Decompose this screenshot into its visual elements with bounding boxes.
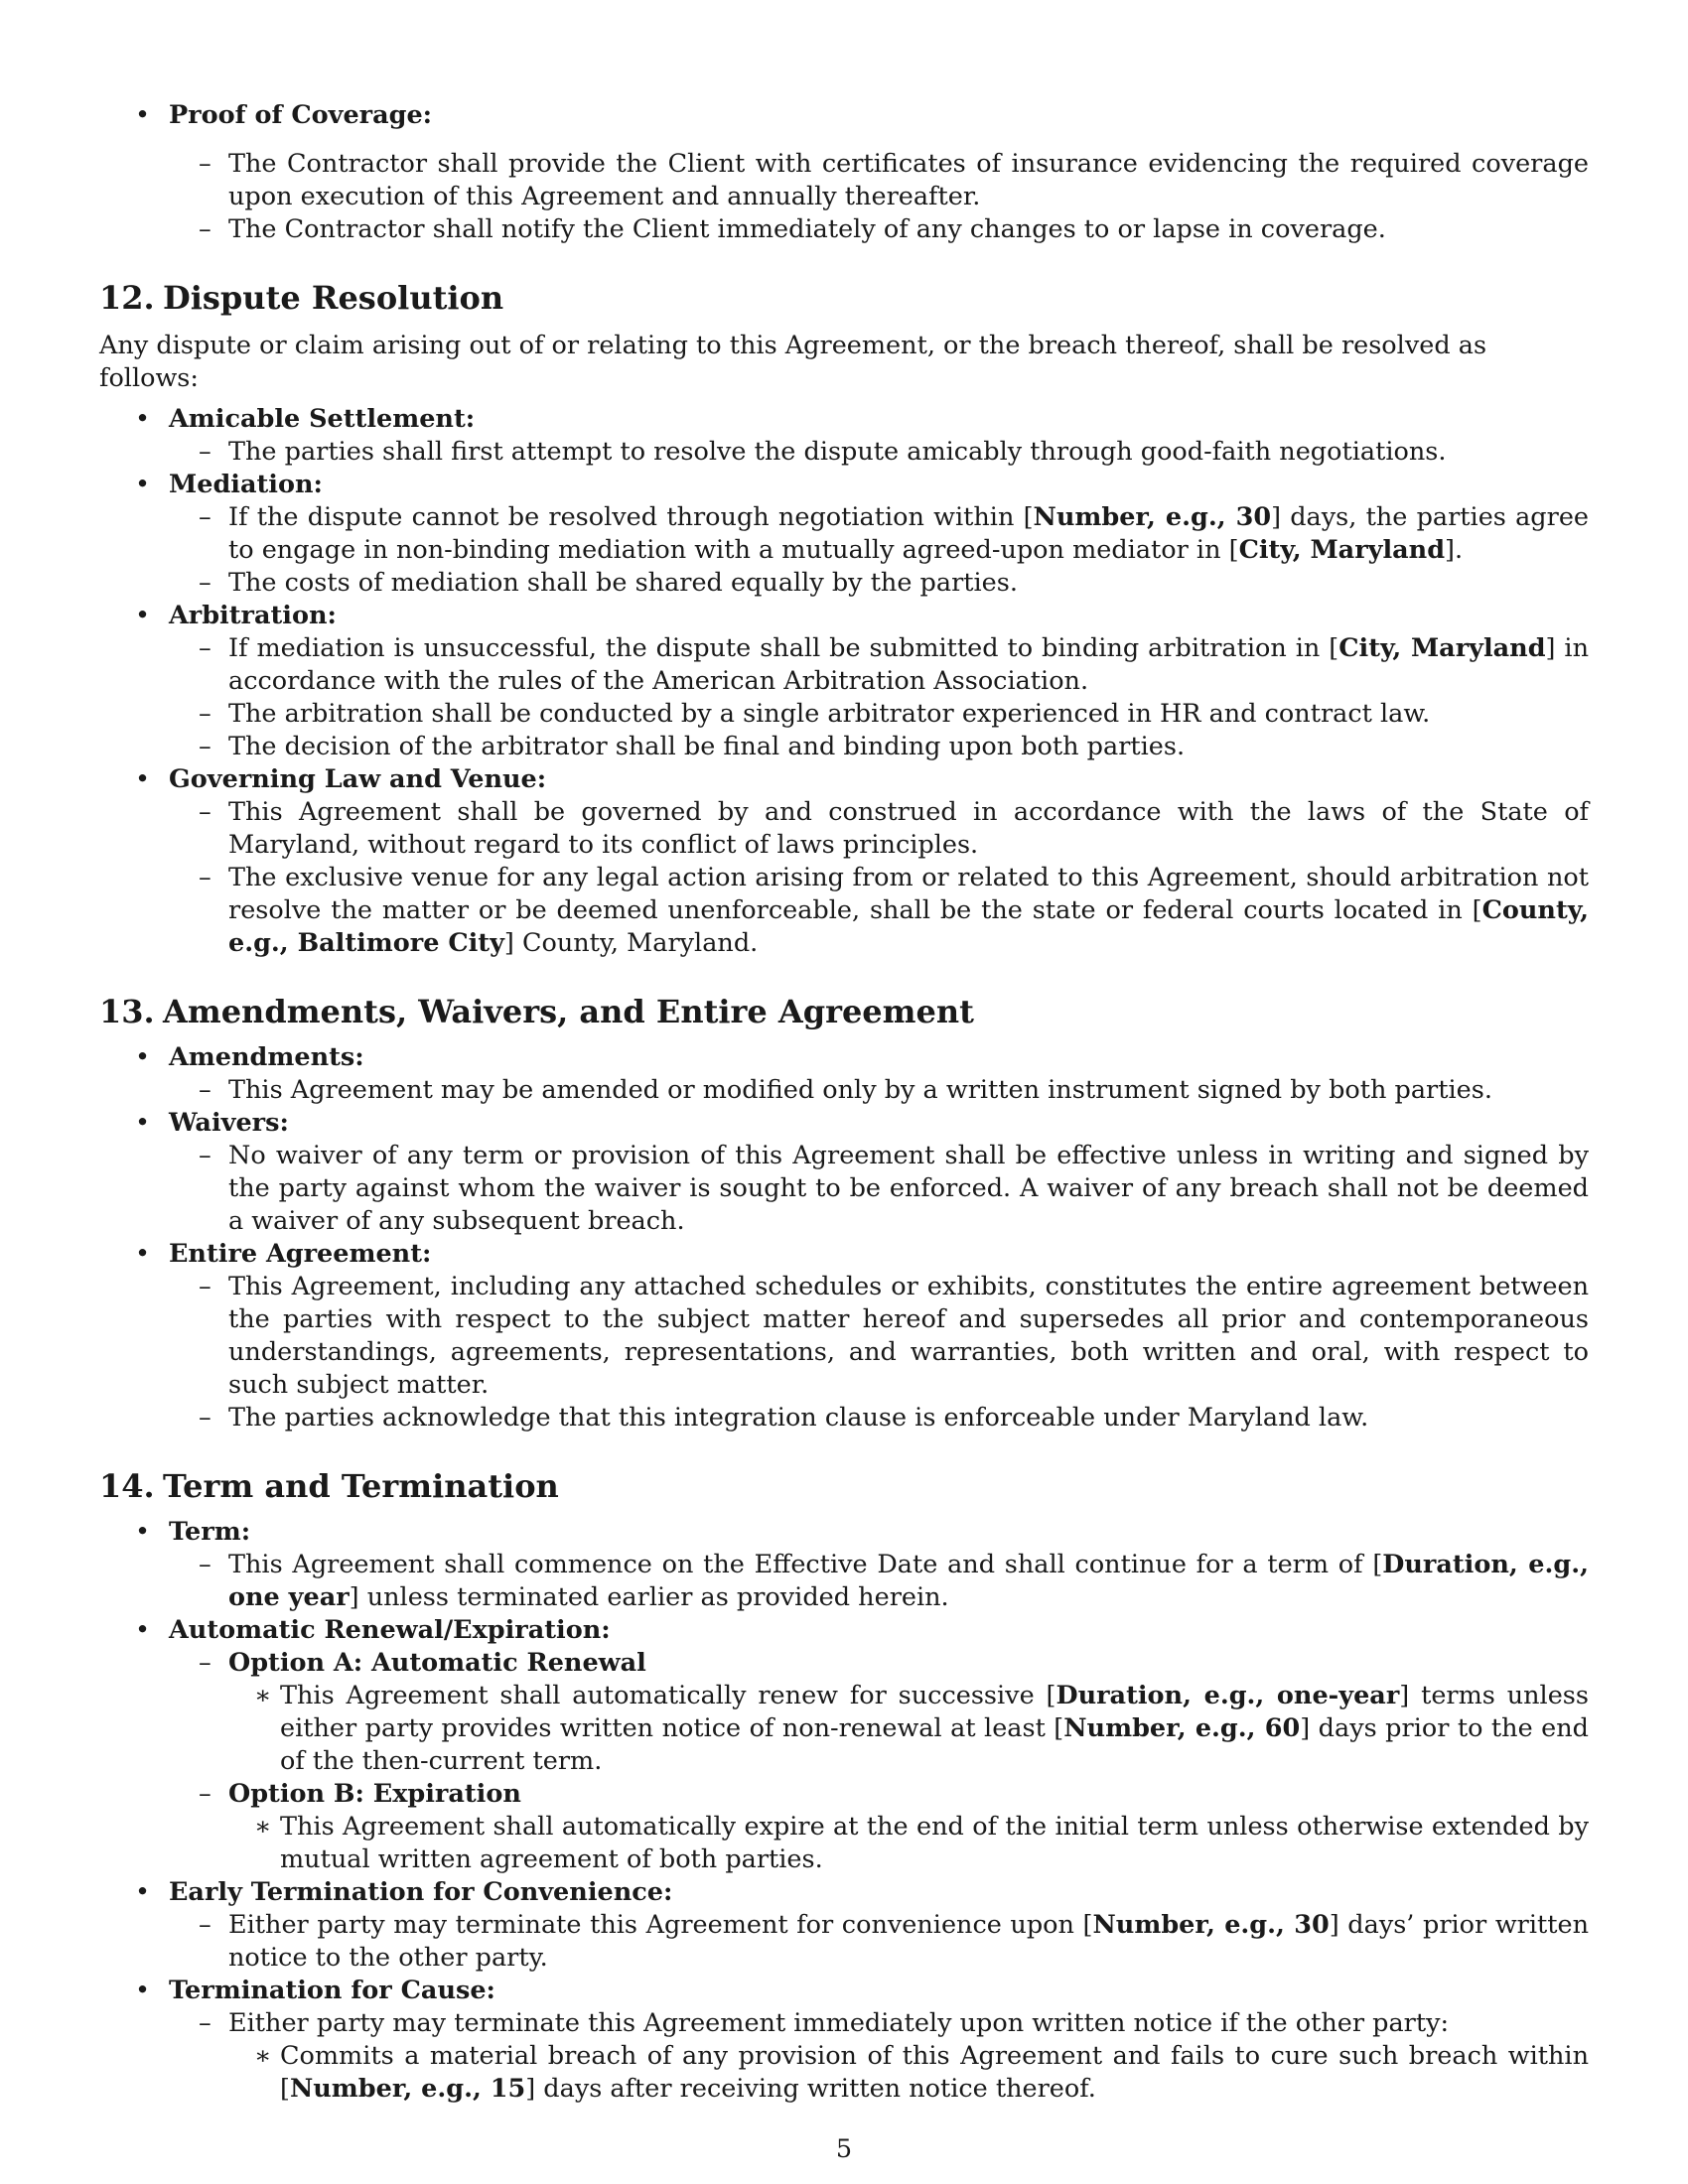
section-heading-14 [99,1466,1589,1506]
sub-list [169,1549,1589,1614]
item-heading: Term: [169,1517,251,1547]
item-heading: Arbitration: [169,601,337,630]
text: Either party may terminate this Agreement immediately upon written notice if the other party: [228,2008,1450,2038]
list-item [169,501,1589,567]
list-item [99,1107,1589,1238]
list-item: – This Agreement shall be governed by and construed in accordance with the laws of the State of Maryland, without regard to its conflict of laws principles. [169,796,1589,862]
text: The exclusive venue for any legal action arising from or related to this Agreement, should arbitration not resolve the matter or be deemed unenforceable, shall be the state or federal courts located in [ [228,863,1589,925]
sub-list [169,1909,1589,1975]
item-heading: Waivers: [169,1108,289,1138]
section-heading-13 [99,992,1589,1031]
list-item: – This Agreement, including any attached schedules or exhibits, constitutes the entire agreement between the parties with respect to the subject matter hereof and supersedes all prior and contemporaneous understandings, agreements, representations, and warranties, both written and oral, with respect to such subject matter. [169,1271,1589,1402]
list-item [169,1549,1589,1614]
list-item [169,862,1589,960]
placeholder-field: Number, e.g., 30 [1092,1910,1330,1940]
list-item: – The parties shall first attempt to resolve the dispute amicably through good-faith negotiations. [169,436,1589,469]
item-heading: Amicable Settlement: [169,404,476,434]
sub-list [169,1647,1589,1876]
placeholder-field: Duration, e.g., one year [228,1550,1589,1612]
list-item [169,1647,1589,1778]
text: ] days, the parties agree to engage in non-binding mediation with a mutually agreed-upon mediator in [ [228,502,1589,565]
list-item [99,600,1589,763]
list-item: – The costs of mediation shall be shared equally by the parties. [169,567,1589,600]
list-item: – No waiver of any term or provision of this Agreement shall be effective unless in writing and signed by the party against whom the waiver is sought to be enforced. A waiver of any breach shall not be deemed a waiver of any subsequent breach. [169,1140,1589,1238]
sub-sub-list [228,1811,1589,1876]
sub-list [169,1271,1589,1434]
text: ]. [1445,535,1464,565]
placeholder-field: City, Maryland [1338,633,1546,663]
item-heading: Early Termination for Convenience: [169,1877,673,1907]
list-item [228,2040,1589,2106]
item-heading: Proof of Coverage: [169,100,433,130]
sub-list [169,1074,1589,1107]
list-item [169,1909,1589,1975]
list-item [169,2007,1589,2106]
section-heading-12 [99,278,1589,318]
sub-list [169,796,1589,960]
text: This Agreement shall automatically renew for successive [ [280,1681,1056,1710]
section-title: Dispute Resolution [163,279,504,317]
placeholder-field: Number, e.g., 15 [289,2074,526,2104]
list-item: – The Contractor shall notify the Client immediately of any changes to or lapse in coverage. [169,213,1589,246]
text: ] terms unless either party provides written notice of non-renewal at least [ [280,1681,1589,1743]
amendments-list [99,1041,1589,1434]
text: ] days after receiving written notice thereof. [525,2074,1096,2104]
list-item [99,1041,1589,1107]
list-item [99,99,1589,246]
sub-list [169,632,1589,763]
section-intro: Any dispute or claim arising out of or relating to this Agreement, or the breach thereof, shall be resolved as follows: [99,331,1487,393]
item-heading: Mediation: [169,470,323,499]
item-heading: Amendments: [169,1042,364,1072]
list-item: – The decision of the arbitrator shall be final and binding upon both parties. [169,731,1589,763]
page-number: 5 [835,2134,853,2164]
item-heading: Termination for Cause: [169,1976,495,2005]
text: ] days’ prior written notice to the other party. [228,1910,1589,1973]
sub-list [169,1140,1589,1238]
text: ] in accordance with the rules of the American Arbitration Association. [228,633,1589,696]
section-number: 14. [99,1467,155,1505]
list-item: ∗ This Agreement shall automatically expire at the end of the initial term unless otherwise extended by mutual written agreement of both parties. [228,1811,1589,1876]
section-title: Amendments, Waivers, and Entire Agreement [163,993,974,1030]
list-item: – The arbitration shall be conducted by a single arbitrator experienced in HR and contract law. [169,698,1589,731]
list-item: – The Contractor shall provide the Client with certificates of insurance evidencing the required coverage upon execution of this Agreement and annually thereafter. [169,148,1589,213]
list-item [228,1680,1589,1778]
list-item [99,403,1589,469]
text: If mediation is unsuccessful, the dispute shall be submitted to binding arbitration in [ [228,633,1339,663]
text: Either party may terminate this Agreement for convenience upon [ [228,1910,1093,1940]
list-item: – This Agreement may be amended or modified only by a written instrument signed by both parties. [169,1074,1589,1107]
list-item [99,1876,1589,1975]
sub-sub-list [228,1680,1589,1778]
section-number: 12. [99,279,155,317]
text: ] County, Maryland. [503,928,759,958]
text: This Agreement shall commence on the Effective Date and shall continue for a term of [ [228,1550,1383,1579]
text: Commits a material breach of any provision of this Agreement and fails to cure such breach within [ [280,2041,1589,2104]
placeholder-field: Number, e.g., 30 [1033,502,1272,532]
list-item: – The parties acknowledge that this integration clause is enforceable under Maryland law. [169,1402,1589,1434]
item-heading: Entire Agreement: [169,1239,432,1269]
dispute-list [99,403,1589,960]
option-heading: Option B: Expiration [228,1779,521,1809]
text: ] unless terminated earlier as provided herein. [349,1582,949,1612]
placeholder-field: County, e.g., Baltimore City [228,895,1589,958]
list-item [169,632,1589,698]
term-list [99,1516,1589,2106]
placeholder-field: Number, e.g., 60 [1063,1713,1301,1743]
section-number: 13. [99,993,155,1030]
sub-list [169,501,1589,600]
list-item [99,1238,1589,1434]
item-heading: Governing Law and Venue: [169,764,547,794]
list-item [99,1516,1589,1614]
section-title: Term and Termination [163,1467,559,1505]
option-heading: Option A: Automatic Renewal [228,1648,646,1678]
placeholder-field: Duration, e.g., one-year [1055,1681,1400,1710]
sub-sub-list [228,2040,1589,2106]
sub-list [169,436,1589,469]
list-item [99,1614,1589,1876]
list-item [99,1975,1589,2106]
list-item [169,1778,1589,1876]
list-item [99,763,1589,960]
sub-list [169,2007,1589,2106]
text: ] days prior to the end of the then-current term. [280,1713,1590,1776]
sub-list [169,148,1589,246]
proof-of-coverage-list [99,99,1589,246]
text: If the dispute cannot be resolved through negotiation within [ [228,502,1034,532]
placeholder-field: City, Maryland [1238,535,1446,565]
list-item [99,469,1589,600]
item-heading: Automatic Renewal/Expiration: [169,1615,611,1645]
